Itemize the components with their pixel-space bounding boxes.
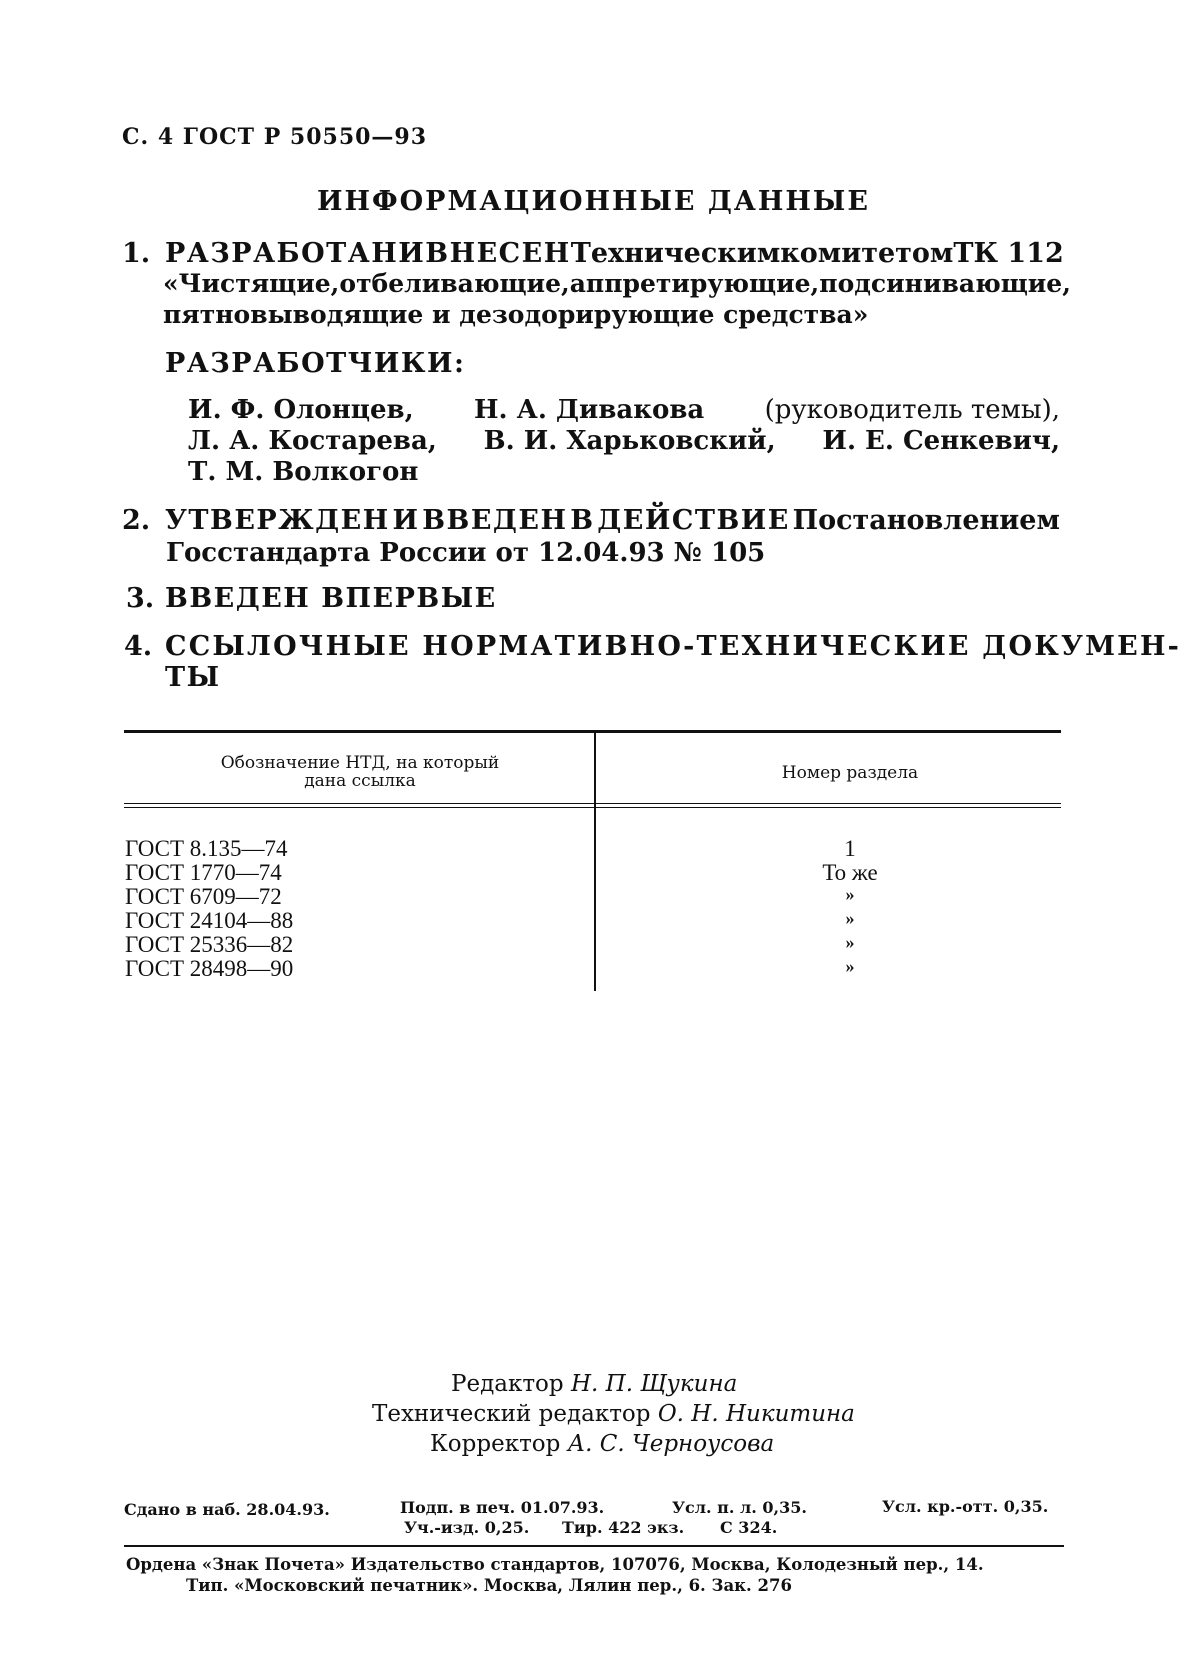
imprint-circulation: Тир. 422 экз. xyxy=(562,1518,685,1537)
developer-kharkovsky: В. И. Харьковский, xyxy=(483,426,776,456)
item-1-heading-b: И xyxy=(398,238,426,269)
item-2-number: 2. xyxy=(122,505,151,536)
item-4-line-1: ССЫЛОЧНЫЕ НОРМАТИВНО-ТЕХНИЧЕСКИЕ ДОКУМЕН- xyxy=(165,631,1182,662)
developers-heading: РАЗРАБОТЧИКИ: xyxy=(165,348,466,379)
imprint-code: С 324. xyxy=(720,1518,778,1537)
item-2-line-2: Госстандарта России от 12.04.93 № 105 xyxy=(166,538,766,568)
table-column-divider xyxy=(594,733,596,991)
item-2-w4: В xyxy=(570,505,595,536)
developer-senkevich: И. Е. Сенкевич, xyxy=(822,426,1060,456)
developer-role: (руководитель темы), xyxy=(764,395,1060,425)
table-top-rule xyxy=(124,730,1061,733)
table-row-doc: ГОСТ 6709—72 xyxy=(125,884,282,909)
item-1-text-w3: ТК 112 xyxy=(953,238,1064,269)
item-1-line-2-w3: аппретирующие, xyxy=(569,269,820,298)
item-2-w1: УТВЕРЖДЕН xyxy=(165,505,390,536)
table-row-doc: ГОСТ 25336—82 xyxy=(125,932,294,957)
table-header-rule-1 xyxy=(124,803,1061,804)
item-1-text-w1: Техническим xyxy=(570,238,781,269)
table-row-section: » xyxy=(845,884,855,904)
item-1-line-1 xyxy=(165,238,1064,269)
imprint-print-sheets: Усл. п. л. 0,35. xyxy=(672,1498,807,1517)
imprint-rule xyxy=(124,1545,1064,1547)
table-row-doc: ГОСТ 24104—88 xyxy=(125,908,294,933)
item-3-text: ВВЕДЕН ВПЕРВЫЕ xyxy=(165,583,497,614)
table-row-doc: ГОСТ 8.135—74 xyxy=(125,836,288,861)
developer-kostareva: Л. А. Костарева, xyxy=(188,426,437,456)
table-row-section: То же xyxy=(822,860,878,885)
item-1-line-2-w2: отбеливающие, xyxy=(339,269,570,298)
developer-divakova: Н. А. Дивакова xyxy=(473,395,705,425)
developer-olontsev: И. Ф. Олонцев, xyxy=(188,395,414,425)
table-row-section: 1 xyxy=(844,836,856,861)
table-header-col-1-line-2: дана ссылка xyxy=(304,771,416,791)
table-header-col-1 xyxy=(150,754,570,790)
imprint-printer: Тип. «Московский печатник». Москва, Лялин пер., 6. Зак. 276 xyxy=(186,1576,792,1595)
item-1-line-2 xyxy=(163,269,1071,298)
table-header-col-1-line-1: Обозначение НТД, на который xyxy=(220,753,500,773)
table-header-rule-2 xyxy=(124,807,1061,808)
credit-tech-editor xyxy=(372,1401,855,1427)
credit-tech-editor-name: О. Н. Никитина xyxy=(657,1401,855,1427)
imprint-color-prints: Усл. кр.-отт. 0,35. xyxy=(882,1497,1049,1516)
item-1-heading-c: ВНЕСЕН xyxy=(425,238,571,269)
item-3-number: 3. xyxy=(126,583,155,614)
table-row-doc: ГОСТ 28498—90 xyxy=(125,956,294,981)
developers-line-2 xyxy=(188,426,1060,456)
credit-corrector xyxy=(430,1431,774,1457)
credit-corrector-name: А. С. Черноусова xyxy=(567,1431,775,1457)
item-4-number: 4. xyxy=(124,631,153,662)
table-row-section: » xyxy=(845,908,855,928)
item-1-heading-a: РАЗРАБОТАН xyxy=(165,238,399,269)
credit-editor-label: Редактор xyxy=(451,1371,564,1397)
table-row-doc: ГОСТ 1770—74 xyxy=(125,860,282,885)
item-2-w2: И xyxy=(392,505,420,536)
developer-volkogon: Т. М. Волкогон xyxy=(188,457,419,487)
credit-editor xyxy=(451,1371,737,1397)
item-1-line-2-w4: подсинивающие, xyxy=(819,269,1071,298)
imprint-publisher: Ордена «Знак Почета» Издательство стандартов, 107076, Москва, Колодезный пер., 14. xyxy=(126,1555,984,1574)
imprint-signed: Подп. в печ. 01.07.93. xyxy=(400,1498,605,1517)
credit-corrector-label: Корректор xyxy=(430,1431,561,1457)
item-1-number: 1. xyxy=(122,238,151,269)
table-row-section: » xyxy=(845,932,855,952)
credit-editor-name: Н. П. Щукина xyxy=(570,1371,738,1397)
item-2-w6: Постановлением xyxy=(792,505,1060,536)
developers-line-1 xyxy=(188,395,1060,425)
item-2-line-1 xyxy=(165,505,1060,536)
document-title: ИНФОРМАЦИОННЫЕ ДАННЫЕ xyxy=(317,186,870,217)
item-1-text-w2: комитетом xyxy=(780,238,954,269)
credit-tech-editor-label: Технический редактор xyxy=(372,1401,651,1427)
imprint-pub-sheets: Уч.-изд. 0,25. xyxy=(404,1518,530,1537)
imprint-submitted: Сдано в наб. 28.04.93. xyxy=(124,1500,330,1519)
item-1-line-2-w1: «Чистящие, xyxy=(163,269,340,298)
table-header-col-2: Номер раздела xyxy=(781,763,919,783)
item-2-w3: ВВЕДЕН xyxy=(422,505,568,536)
item-1-line-3: пятновыводящие и дезодорирующие средства» xyxy=(163,300,869,329)
page-header: С. 4 ГОСТ Р 50550—93 xyxy=(122,124,428,150)
table-row-section: » xyxy=(845,956,855,976)
item-2-w5: ДЕЙСТВИЕ xyxy=(597,505,790,536)
item-4-line-2: ТЫ xyxy=(165,662,221,693)
